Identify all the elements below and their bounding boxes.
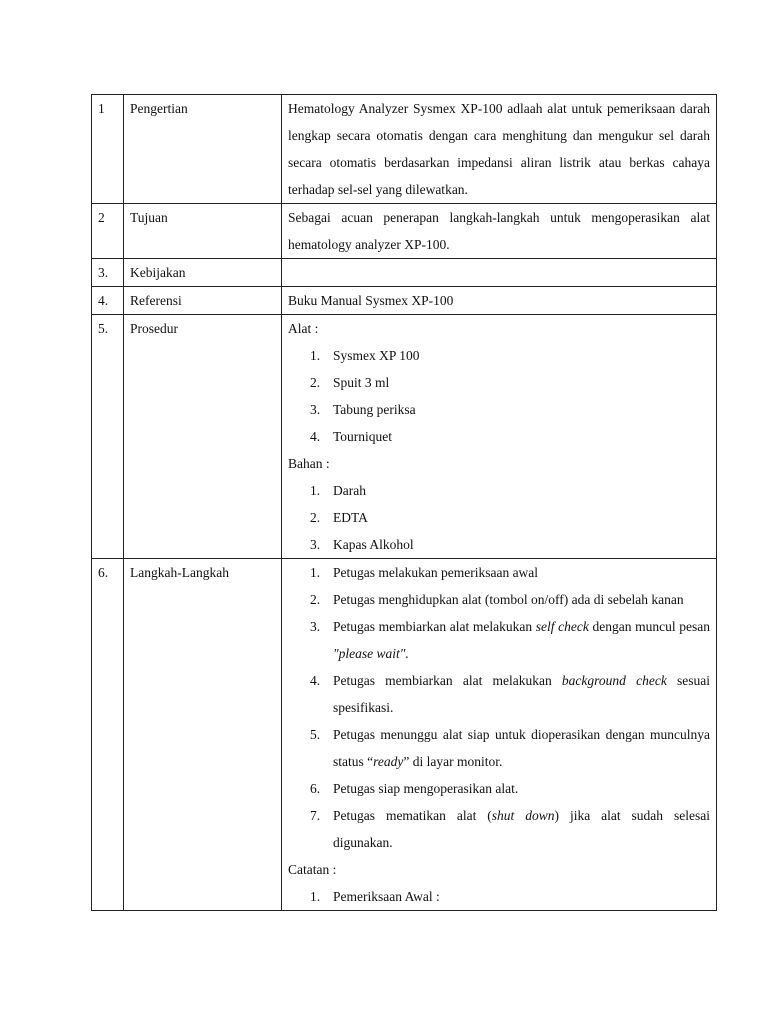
row-label: Pengertian xyxy=(124,95,282,204)
row-content: Buku Manual Sysmex XP-100 xyxy=(282,287,717,315)
row-content: Sebagai acuan penerapan langkah-langkah untuk mengoperasikan alat hematology analyzer XP-100. xyxy=(282,204,717,259)
row-number: 3. xyxy=(92,259,124,287)
list-item: 6. Petugas siap mengoperasikan alat. xyxy=(310,781,519,796)
table-row xyxy=(92,95,717,204)
list-item: 3. Tabung periksa xyxy=(310,402,416,417)
row-number: 2 xyxy=(92,204,124,259)
row-label: Langkah-Langkah xyxy=(124,559,282,911)
list-item: 5. Petugas menunggu alat siap untuk dioperasikan dengan munculnya status “ready” di layar monitor. xyxy=(310,727,710,769)
row-number: 6. xyxy=(92,559,124,911)
steps-list xyxy=(288,559,710,856)
row-content xyxy=(282,559,717,911)
row-label: Prosedur xyxy=(124,315,282,559)
table-row xyxy=(92,287,717,315)
list-item: 2. Petugas menghidupkan alat (tombol on/off) ada di sebelah kanan xyxy=(310,592,684,607)
list-item: 3. Petugas membiarkan alat melakukan self check dengan muncul pesan "please wait". xyxy=(310,619,710,661)
list-item: 4. Tourniquet xyxy=(310,429,393,444)
list-item: 1. Pemeriksaan Awal : xyxy=(310,889,440,904)
catatan-heading: Catatan : xyxy=(288,862,337,877)
table-row xyxy=(92,559,717,911)
sop-table xyxy=(91,94,717,911)
list-item: 2. EDTA xyxy=(310,510,368,525)
row-number: 5. xyxy=(92,315,124,559)
table-row xyxy=(92,315,717,559)
list-item: 7. Petugas mematikan alat (shut down) jika alat sudah selesai digunakan. xyxy=(310,808,710,850)
catatan-list xyxy=(288,883,710,910)
row-number: 4. xyxy=(92,287,124,315)
table-row xyxy=(92,204,717,259)
list-item: 1. Darah xyxy=(310,483,366,498)
bahan-list xyxy=(288,477,710,558)
alat-list xyxy=(288,342,710,450)
bahan-heading: Bahan : xyxy=(288,456,330,471)
row-content xyxy=(282,315,717,559)
list-item: 3. Kapas Alkohol xyxy=(310,537,414,552)
list-item: 1. Petugas melakukan pemeriksaan awal xyxy=(310,565,539,580)
list-item: 2. Spuit 3 ml xyxy=(310,375,390,390)
list-item: 1. Sysmex XP 100 xyxy=(310,348,420,363)
row-label: Referensi xyxy=(124,287,282,315)
row-content xyxy=(282,259,717,287)
row-content: Hematology Analyzer Sysmex XP-100 adlaah alat untuk pemeriksaan darah lengkap secara otomatis dengan cara menghitung dan mengukur sel darah secara otomatis berdasarkan impedansi aliran listrik atau berkas cahaya terhadap sel-sel yang dilewatkan. xyxy=(282,95,717,204)
row-number: 1 xyxy=(92,95,124,204)
list-item: 4. Petugas membiarkan alat melakukan background check sesuai spesifikasi. xyxy=(310,673,710,715)
table-row xyxy=(92,259,717,287)
row-label: Kebijakan xyxy=(124,259,282,287)
alat-heading: Alat : xyxy=(288,321,319,336)
row-label: Tujuan xyxy=(124,204,282,259)
